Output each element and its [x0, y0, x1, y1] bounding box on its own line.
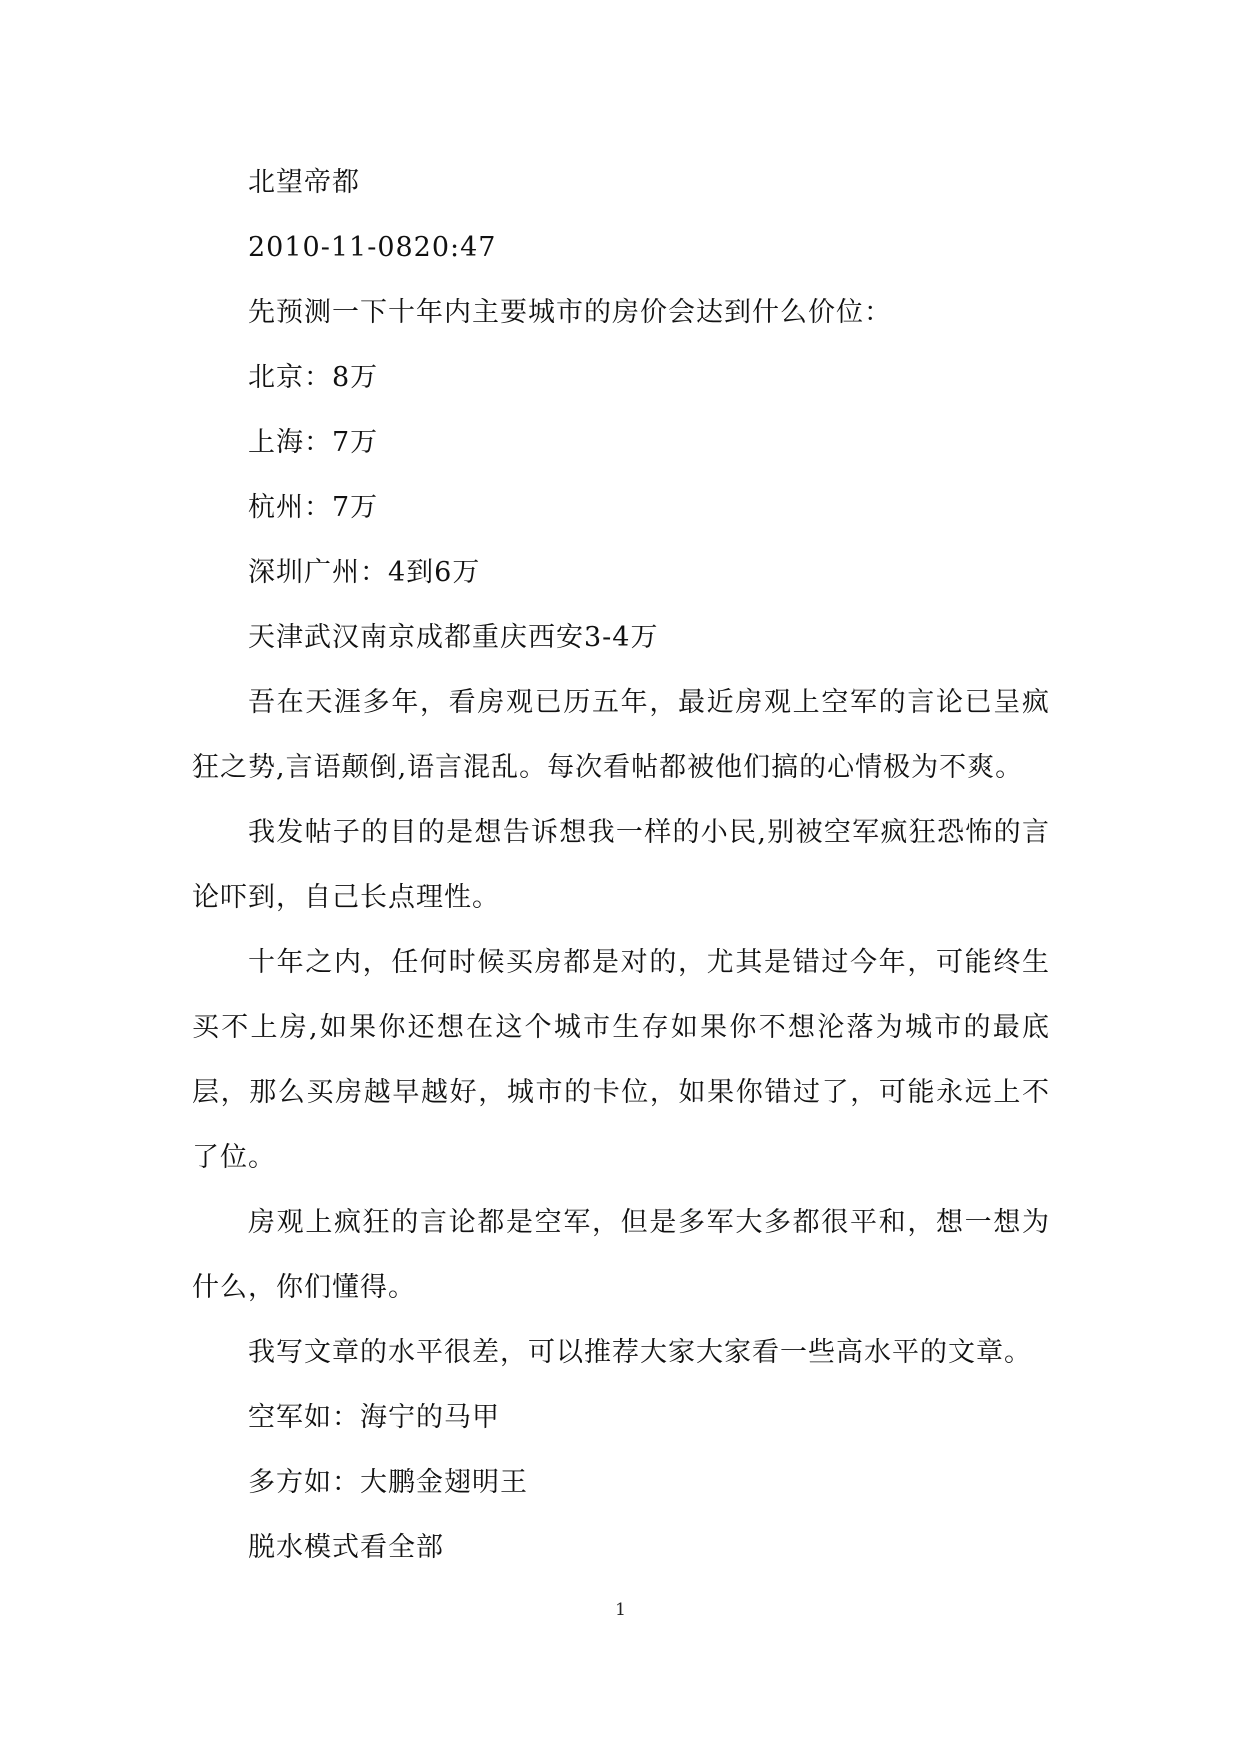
paragraph: 多方如：大鹏金翅明王 [248, 1467, 528, 1498]
paragraph: 脱水模式看全部 [248, 1532, 444, 1563]
paragraph: 吾在天涯多年，看房观已历五年，最近房观上空军的言论已呈疯狂之势,言语颠倒,语言混乱。每次看帖都被他们搞的心情极为不爽。 [192, 687, 1050, 783]
paragraph: 杭州：7万 [248, 492, 379, 523]
paragraph: 空军如：海宁的马甲 [248, 1402, 500, 1433]
document-body [192, 150, 1050, 1580]
paragraph: 房观上疯狂的言论都是空军，但是多军大多都很平和，想一想为什么，你们懂得。 [192, 1207, 1050, 1303]
paragraph: 天津武汉南京成都重庆西安3-4万 [248, 622, 659, 653]
paragraph: 上海：7万 [248, 427, 379, 458]
page-number: 1 [615, 1600, 626, 1620]
paragraph: 先预测一下十年内主要城市的房价会达到什么价位： [248, 297, 892, 328]
paragraph: 我发帖子的目的是想告诉想我一样的小民,别被空军疯狂恐怖的言论吓到，自己长点理性。 [192, 817, 1050, 913]
paragraph: 我写文章的水平很差，可以推荐大家大家看一些高水平的文章。 [248, 1337, 1032, 1368]
paragraph: 十年之内，任何时候买房都是对的，尤其是错过今年，可能终生买不上房,如果你还想在这个城市生存如果你不想沦落为城市的最底层，那么买房越早越好，城市的卡位，如果你错过了，可能永远上不了位。 [192, 947, 1050, 1173]
author-line: 北望帝都 [248, 167, 360, 198]
timestamp-line: 2010-11-0820:47 [248, 232, 497, 263]
paragraph: 北京：8万 [248, 362, 379, 393]
paragraph: 深圳广州：4到6万 [248, 557, 481, 588]
